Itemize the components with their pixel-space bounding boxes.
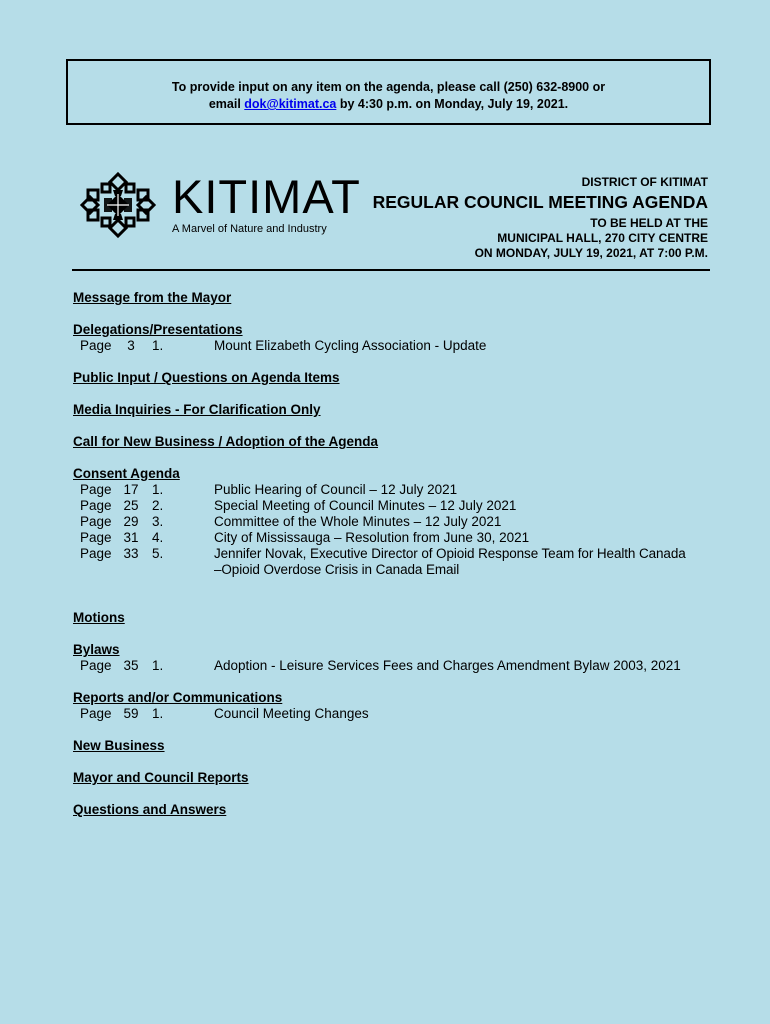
section-new-business <box>73 738 733 754</box>
section-title: Consent Agenda <box>73 466 180 481</box>
page-label: Page <box>80 546 112 561</box>
section-title: Delegations/Presentations <box>73 322 243 337</box>
page-number: 25 <box>123 498 139 513</box>
section-questions-answers <box>73 802 733 818</box>
district-name: DISTRICT OF KITIMAT <box>581 175 708 189</box>
item-index: 1. <box>152 338 164 353</box>
item-text: Committee of the Whole Minutes – 12 July 2021 <box>214 514 502 529</box>
item-text: Mount Elizabeth Cycling Association - Update <box>214 338 487 353</box>
section-motions <box>73 610 733 626</box>
snowflake-logo-icon <box>80 170 156 240</box>
item-text: Adoption - Leisure Services Fees and Charges Amendment Bylaw 2003, 2021 <box>214 658 681 673</box>
section-public-input <box>73 370 733 386</box>
header-divider <box>72 269 710 271</box>
notice-prefix: email <box>208 97 245 111</box>
item-index: 1. <box>152 706 164 721</box>
section-title: New Business <box>73 738 165 753</box>
page-number: 3 <box>127 338 135 353</box>
page-number: 33 <box>123 546 139 561</box>
section-title: Call for New Business / Adoption of the Agenda <box>73 434 379 449</box>
venue-line-2: MUNICIPAL HALL, 270 CITY CENTRE <box>497 231 708 245</box>
email-link[interactable]: dok@kitimat.ca <box>244 97 337 111</box>
section-title: Bylaws <box>73 642 120 657</box>
item-text <box>177 546 733 578</box>
section-reports <box>73 690 733 722</box>
item-text-line-1: Jennifer Novak, Executive Director of Opioid Response Team for Health Canada <box>214 546 686 561</box>
item-text: Public Hearing of Council – 12 July 2021 <box>214 482 458 497</box>
spacer <box>73 578 733 594</box>
notice-line-1: To provide input on any item on the agenda, please call (250) 632-8900 or <box>171 80 606 94</box>
page-label: Page <box>80 530 112 545</box>
logo-wordmark: KITIMAT <box>172 170 361 223</box>
venue-line-1: TO BE HELD AT THE <box>590 216 708 230</box>
item-text-line-2: –Opioid Overdose Crisis in Canada Email <box>214 562 460 577</box>
logo-tagline: A Marvel of Nature and Industry <box>172 223 327 235</box>
agenda-body <box>73 290 733 834</box>
section-mayor-council-reports <box>73 770 733 786</box>
page-number: 35 <box>123 658 139 673</box>
agenda-item <box>73 546 733 578</box>
section-title: Motions <box>73 610 125 625</box>
page-label: Page <box>80 482 112 497</box>
agenda-item <box>73 338 733 354</box>
section-title: Reports and/or Communications <box>73 690 283 705</box>
item-index: 1. <box>152 482 164 497</box>
item-index: 1. <box>152 658 164 673</box>
page-number: 29 <box>123 514 139 529</box>
section-call-new-business <box>73 434 733 450</box>
page-number: 59 <box>123 706 139 721</box>
item-text: Council Meeting Changes <box>214 706 369 721</box>
section-bylaws <box>73 642 733 674</box>
section-media <box>73 402 733 418</box>
agenda-item <box>73 658 733 674</box>
section-title: Mayor and Council Reports <box>73 770 249 785</box>
page-title: REGULAR COUNCIL MEETING AGENDA <box>372 192 708 212</box>
input-notice-box <box>66 59 711 125</box>
page-label: Page <box>80 706 112 721</box>
page-label: Page <box>80 498 112 513</box>
meeting-date: ON MONDAY, JULY 19, 2021, AT 7:00 P.M. <box>474 246 708 260</box>
agenda-item <box>73 706 733 722</box>
section-title: Message from the Mayor <box>73 290 232 305</box>
item-index: 2. <box>152 498 164 513</box>
page-number: 31 <box>123 530 139 545</box>
agenda-item <box>73 482 733 498</box>
section-mayor-message <box>73 290 733 306</box>
kitimat-logo <box>80 170 361 240</box>
page-label: Page <box>80 514 112 529</box>
page-label: Page <box>80 658 112 673</box>
item-index: 4. <box>152 530 164 545</box>
section-title: Public Input / Questions on Agenda Items <box>73 370 340 385</box>
notice-suffix: by 4:30 p.m. on Monday, July 19, 2021. <box>336 97 569 111</box>
agenda-item <box>73 498 733 514</box>
agenda-item <box>73 530 733 546</box>
page-number: 17 <box>123 482 139 497</box>
section-title: Media Inquiries - For Clarification Only <box>73 402 321 417</box>
page-label: Page <box>80 338 112 353</box>
item-text: City of Mississauga – Resolution from June 30, 2021 <box>214 530 530 545</box>
notice-line-2 <box>68 96 709 113</box>
section-title: Questions and Answers <box>73 802 227 817</box>
item-index: 3. <box>152 514 164 529</box>
section-consent-agenda <box>73 466 733 594</box>
section-delegations <box>73 322 733 354</box>
item-index: 5. <box>152 546 164 561</box>
item-text: Special Meeting of Council Minutes – 12 July 2021 <box>214 498 517 513</box>
agenda-item <box>73 514 733 530</box>
agenda-header <box>373 175 708 261</box>
